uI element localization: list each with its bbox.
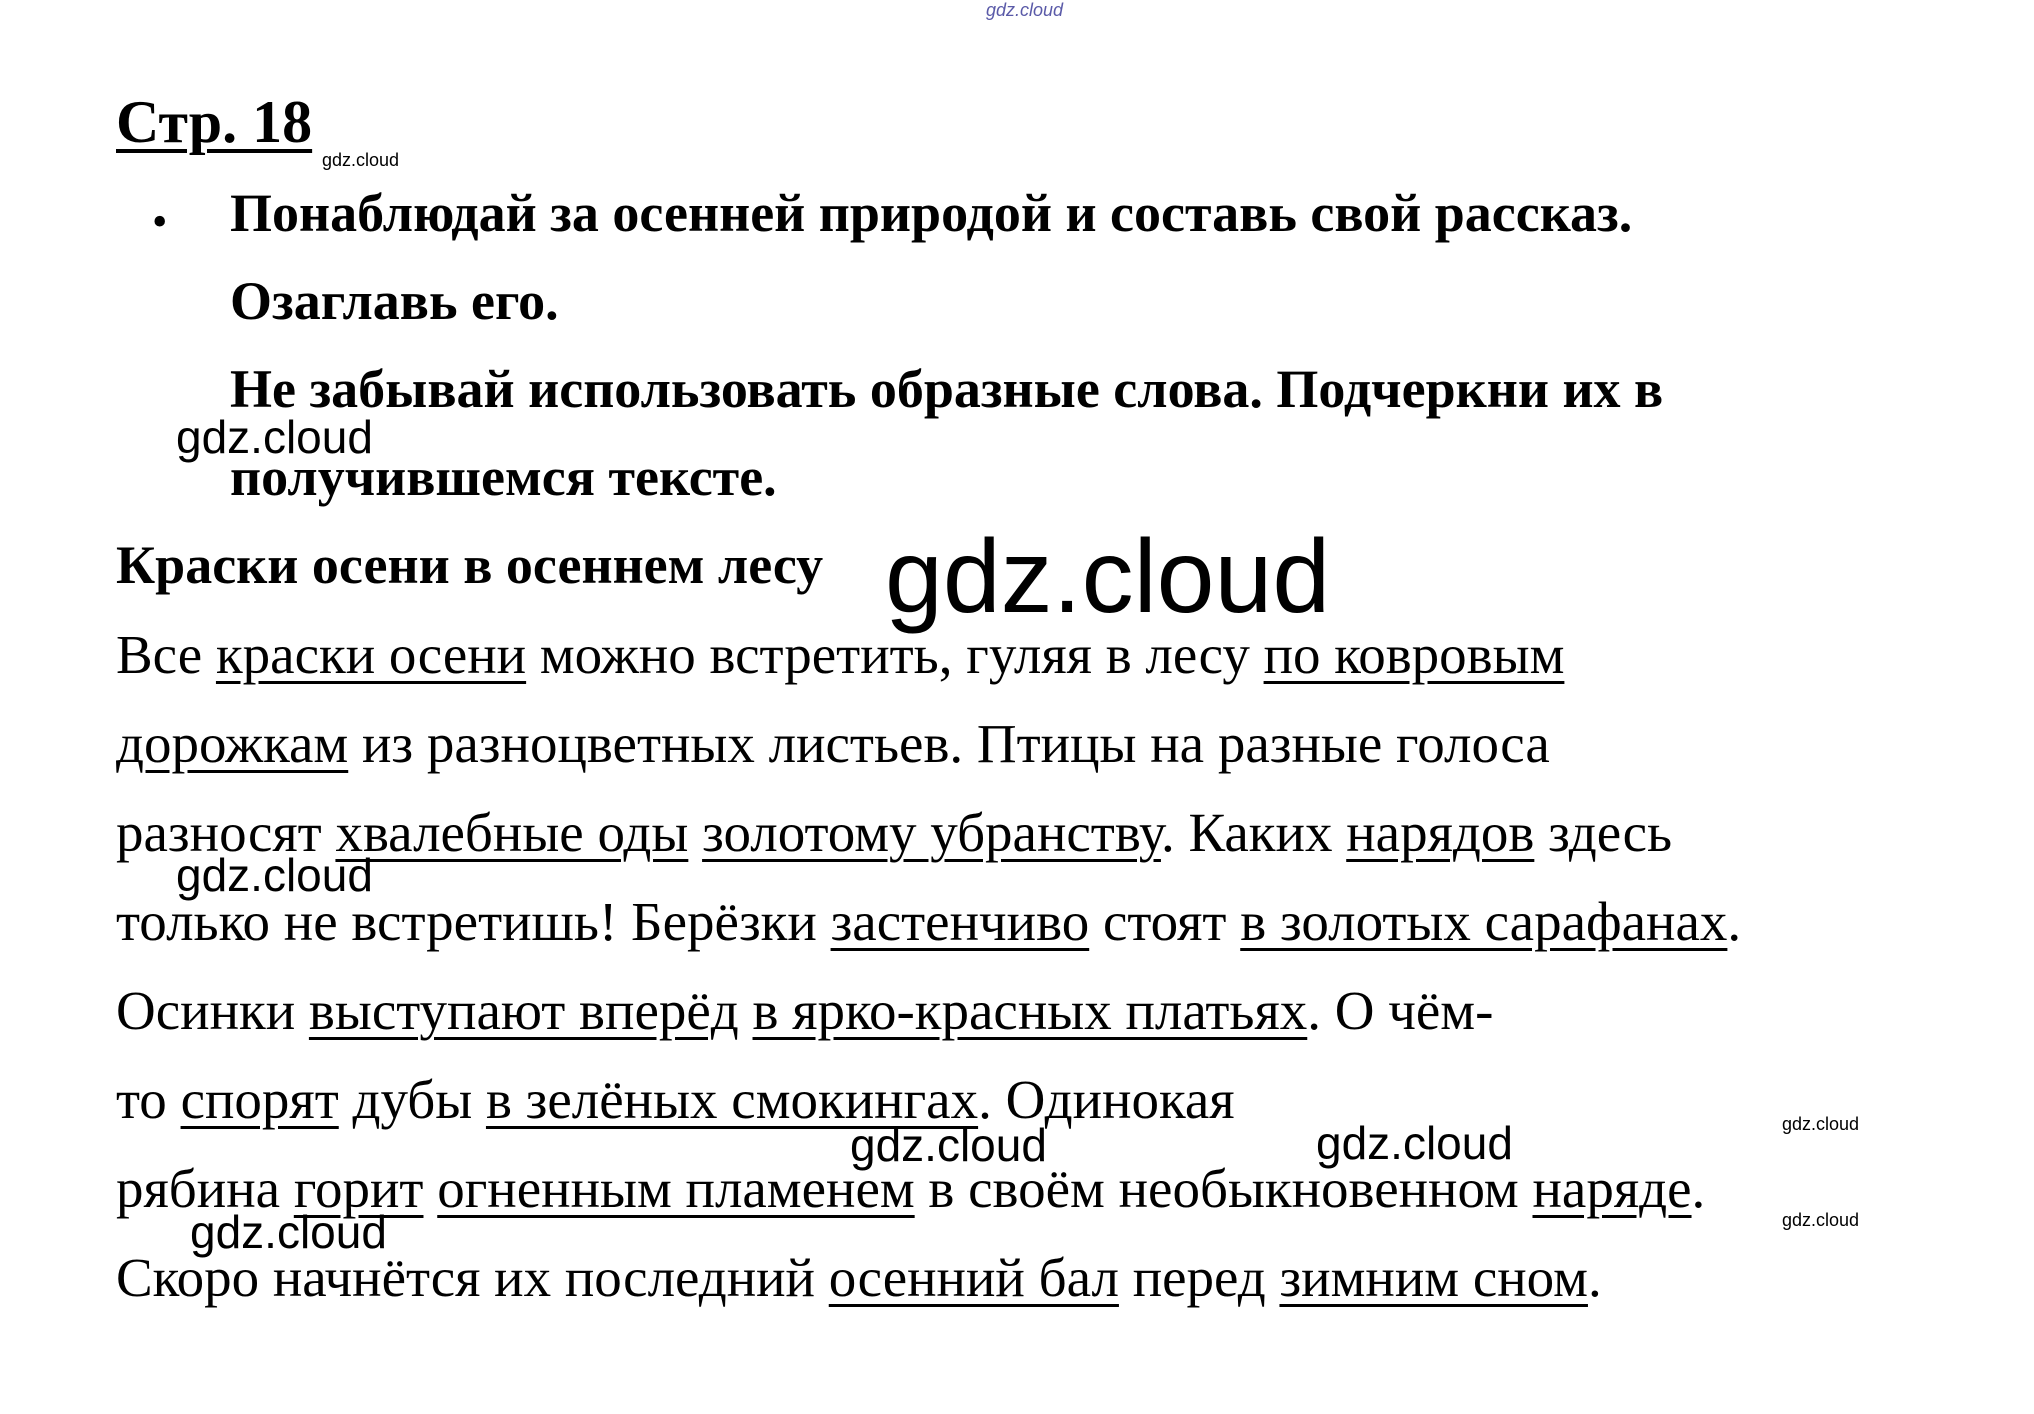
text-segment: то [116, 1069, 181, 1130]
watermark-task: gdz.cloud [176, 411, 373, 463]
text-segment [739, 980, 753, 1041]
underlined-phrase: зимним сном [1279, 1247, 1588, 1308]
watermark-small-heading: gdz.cloud [322, 150, 400, 170]
underlined-phrase: дорожкам [116, 713, 349, 774]
text-segment: в своём необыкновенном [914, 1158, 1533, 1219]
watermark-top: gdz.cloud [986, 0, 1064, 20]
text-segment: здесь [1534, 802, 1673, 863]
text-segment: Осинки [116, 980, 309, 1041]
text-segment: . Каких [1160, 802, 1347, 863]
story-title: Краски осени в осеннем лесу [116, 535, 824, 595]
page-heading: Стр. 18 [116, 89, 313, 155]
story-line [116, 1246, 1602, 1309]
text-segment: . [1587, 1247, 1602, 1308]
underlined-phrase: нарядов [1346, 802, 1535, 863]
text-segment: перед [1118, 1247, 1280, 1308]
text-segment: Все [116, 624, 216, 685]
story-line [116, 1068, 1235, 1131]
underlined-phrase: застенчиво [830, 891, 1090, 952]
underlined-phrase: хвалебные оды [335, 802, 689, 863]
watermark-line-6a: gdz.cloud [850, 1119, 1047, 1171]
task-line-1: Понаблюдай за осенней природой и составь свой рассказ. [230, 183, 1633, 243]
watermark-line-7: gdz.cloud [190, 1206, 387, 1258]
text-segment: дубы [338, 1069, 486, 1130]
text-segment: стоят [1089, 891, 1241, 952]
text-segment: можно встретить, гуляя в лесу [526, 624, 1264, 685]
underlined-phrase: горит [293, 1158, 424, 1219]
watermark-small-right-2: gdz.cloud [1782, 1210, 1860, 1230]
underlined-phrase: в зелёных смокингах [485, 1069, 979, 1130]
task-bullet: • [152, 197, 168, 246]
story-line [116, 801, 1672, 864]
task-line-3: Не забывай использовать образные слова. Подчеркни их в [230, 359, 1664, 419]
story-line [116, 623, 1564, 686]
underlined-phrase: спорят [180, 1069, 339, 1130]
task-line-2: Озаглавь его. [230, 271, 559, 331]
text-segment: . [1727, 891, 1742, 952]
underlined-phrase: огненным пламенем [437, 1158, 915, 1219]
underlined-phrase: по ковровым [1263, 624, 1565, 685]
text-segment: только не встретишь! Берёзки [116, 891, 831, 952]
text-segment [688, 802, 702, 863]
story-line [116, 1157, 1705, 1220]
watermark-line-6b: gdz.cloud [1316, 1117, 1513, 1169]
text-segment: из разноцветных листьев. Птицы на разные голоса [348, 713, 1550, 774]
underlined-phrase: в золотых сарафанах [1240, 891, 1728, 952]
text-segment: разносят [116, 802, 336, 863]
underlined-phrase: осенний бал [828, 1247, 1119, 1308]
underlined-phrase: наряде [1532, 1158, 1692, 1219]
task-line-4: получившемся тексте. [230, 447, 777, 507]
story-line [116, 712, 1550, 775]
text-segment: . Одинокая [978, 1069, 1235, 1130]
watermark-small-right-1: gdz.cloud [1782, 1114, 1860, 1134]
text-segment: Скоро начнётся их последний [116, 1247, 829, 1308]
story-line [116, 979, 1493, 1042]
watermark-large: gdz.cloud [885, 519, 1331, 635]
text-segment [423, 1158, 437, 1219]
underlined-phrase: выступают вперёд [308, 980, 739, 1041]
underlined-phrase: краски осени [215, 624, 527, 685]
text-segment: рябина [116, 1158, 294, 1219]
watermark-line-3: gdz.cloud [176, 849, 373, 901]
text-segment: . О чём- [1307, 980, 1494, 1041]
underlined-phrase: золотому убранству [702, 802, 1161, 863]
underlined-phrase: в ярко-красных платьях [752, 980, 1308, 1041]
story-line [116, 890, 1741, 953]
text-segment: . [1691, 1158, 1706, 1219]
